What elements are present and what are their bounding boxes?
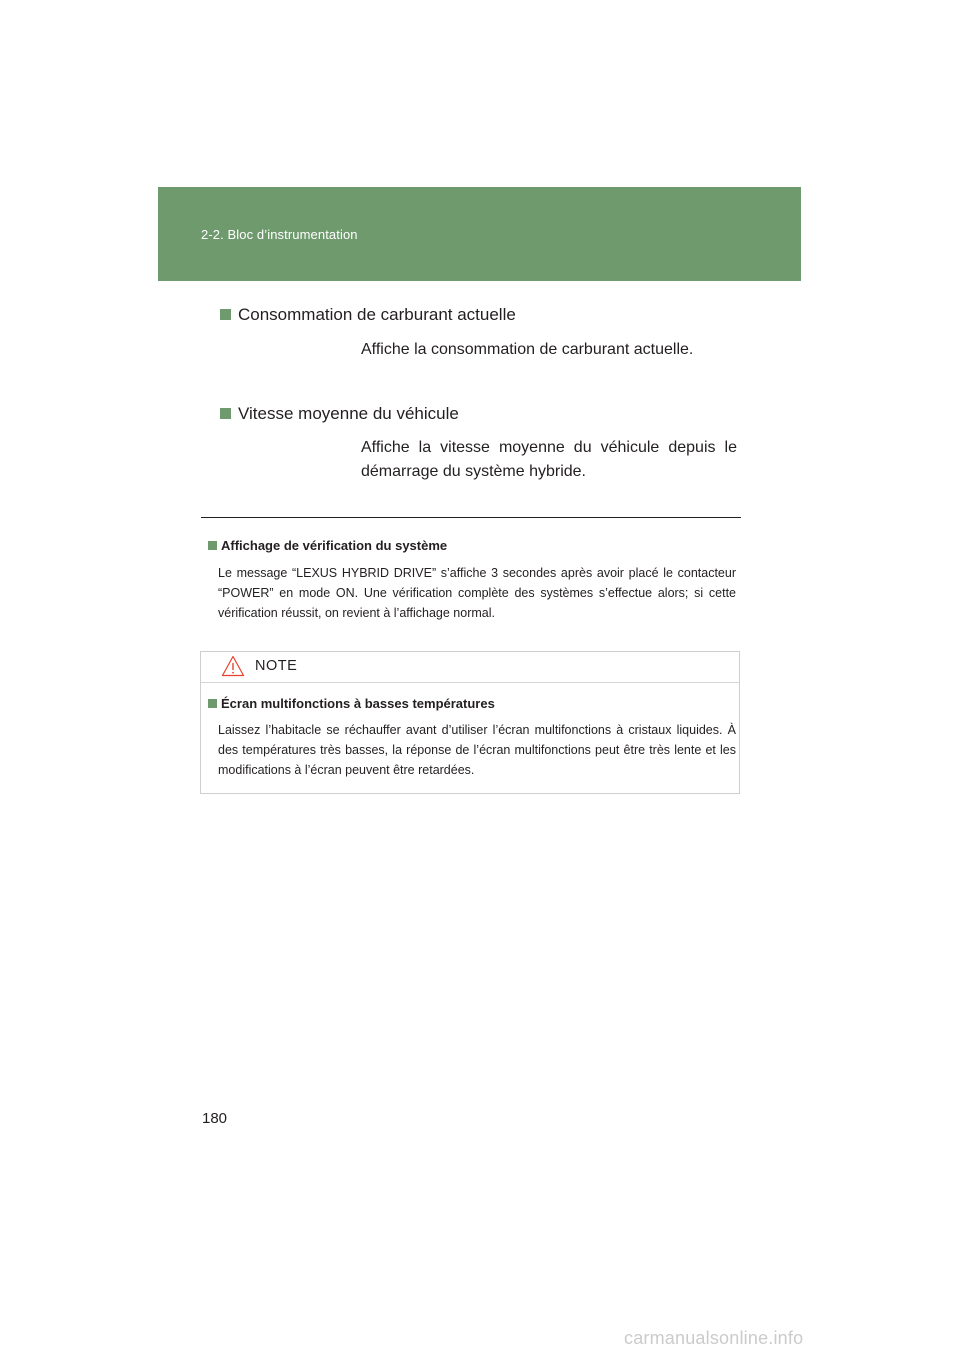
- square-bullet-icon: [208, 541, 217, 550]
- subheading-average-speed: [220, 404, 459, 424]
- section-divider: [201, 517, 741, 518]
- note-item-title: [208, 696, 495, 711]
- watermark: carmanualsonline.info: [624, 1328, 804, 1348]
- warning-triangle-icon: [221, 655, 245, 682]
- subheading-label: Vitesse moyenne du véhicule: [238, 404, 459, 423]
- description-average-speed: Affiche la vitesse moyenne du véhicule depuis le démarrage du système hybride.: [361, 439, 737, 480]
- description-fuel-consumption: Affiche la consommation de carburant actuelle.: [361, 341, 694, 358]
- square-bullet-icon: [220, 408, 231, 419]
- note-header: [201, 652, 739, 683]
- note-label: NOTE: [255, 658, 298, 674]
- section-header-band: [158, 187, 801, 281]
- subheading-fuel-consumption: [220, 305, 516, 325]
- square-bullet-icon: [220, 309, 231, 320]
- breadcrumb: 2-2. Bloc d’instrumentation: [201, 227, 358, 242]
- info-title-label: Affichage de vérification du système: [221, 538, 448, 553]
- subheading-label: Consommation de carburant actuelle: [238, 305, 516, 324]
- info-title: [208, 538, 447, 553]
- page-number: 180: [202, 1110, 228, 1127]
- note-item-title-label: Écran multifonctions à basses températures: [221, 696, 495, 711]
- square-bullet-icon: [208, 699, 217, 708]
- note-body: Laissez l’habitacle se réchauffer avant d’utiliser l’écran multifonctions à cristaux liquides. À des températures très basses, la réponse de l’écran multifonctions peut être très lente et les modifications à l’écran peuvent être retardées.: [218, 723, 736, 777]
- info-body: Le message “LEXUS HYBRID DRIVE” s’affiche 3 secondes après avoir placé le contacteur “POWER” en mode ON. Une vérification complète des systèmes s’effectue alors; si cette vérification réussit, on revient à l’affichage normal.: [218, 566, 736, 620]
- note-box: [200, 651, 740, 794]
